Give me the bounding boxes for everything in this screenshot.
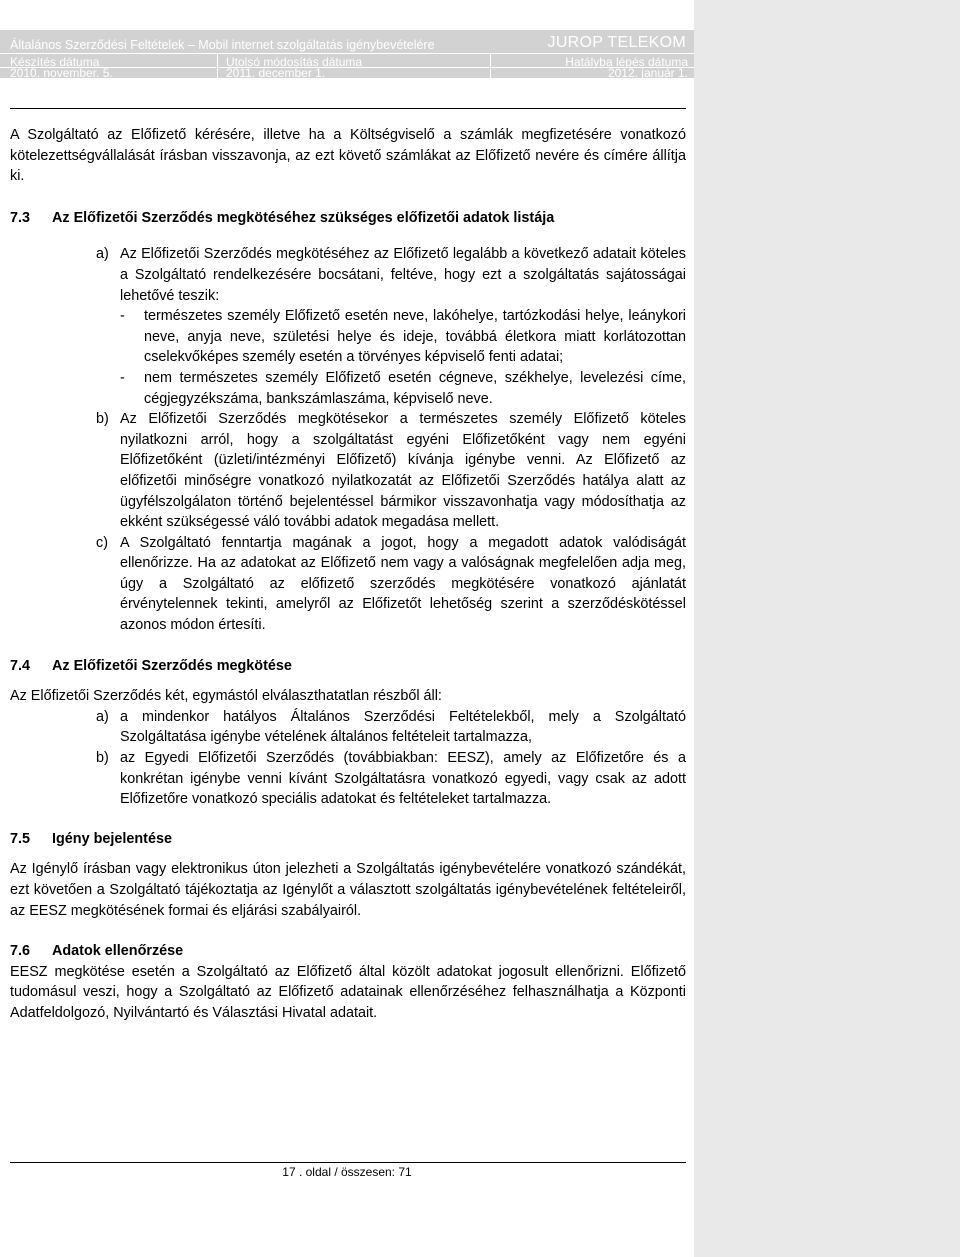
- header-effective-label: Hatályba lépés dátuma: [565, 55, 688, 69]
- header-created-label: Készítés dátuma: [10, 55, 100, 69]
- header-divider: [0, 53, 694, 54]
- list-label: b): [96, 411, 109, 428]
- list-text: Az Előfizetői Szerződés megkötésekor a természetes személy Előfizető köteles nyilatkozni arról, hogy a szolgáltatást egyéni Előfizetőként vagy nem egyéni Előfizetőként (üzleti/intézményi Előfizető) kívánja igénybe venni. Az Előfizető az előfizetői minőségre vonatkozó nyilatkozatát az Előfizetői Szerződés hatálya alatt az ügyfélszolgálaton történő bejelentéssel bármikor visszavonhatja vagy módosíthatja az ekként szükségessé váló további adatok megadása mellett.: [120, 411, 686, 531]
- section-7-4-list: [96, 707, 686, 810]
- list-label: b): [96, 750, 109, 767]
- section-title: Igény bejelentése: [52, 830, 172, 847]
- list-item: [96, 244, 686, 409]
- section-number: 7.6: [10, 943, 31, 960]
- list-text: Az Előfizetői Szerződés megkötéséhez az Előfizető legalább a következő adatait köteles a Szolgáltató rendelkezésére bocsátani, feltéve, hogy ezt a szolgáltatás sajátosságai lehetővé teszik:: [120, 246, 686, 304]
- header-modified-label: Utolsó módosítás dátuma: [226, 55, 363, 69]
- right-margin-panel: [694, 0, 960, 1257]
- header-divider: [217, 53, 218, 78]
- header-modified-value: 2011. december 1.: [226, 66, 326, 80]
- page-number: 17 . oldal / összesen: 71: [282, 1165, 412, 1179]
- section-7-5-text: Az Igénylő írásban vagy elektronikus úton jelezheti a Szolgáltatás igénybevételére vonatkozó szándékát, ezt követően a Szolgáltató tájékoztatja az Igénylőt a választott szolgáltatás igénybevételének feltételeiről, az EESZ megkötésének formai és eljárási szabályairól.: [10, 861, 686, 919]
- section-number: 7.4: [10, 657, 31, 674]
- list-label: a): [96, 246, 109, 263]
- section-heading-7-5: [10, 829, 686, 850]
- list-text: az Egyedi Előfizetői Szerződés (továbbiakban: EESZ), amely az Előfizetőre és a konkrétan igénybe venni kívánt Szolgáltatásra vonatkozó egyedi, vagy csak az adott Előfizetőre vonatkozó speciális adatokat és feltételeket tartalmazza.: [120, 750, 686, 808]
- header-company: JUROP TELEKOM: [547, 34, 686, 51]
- section-heading-7-4: [10, 656, 686, 677]
- section-7-3-list: [96, 244, 686, 635]
- header-rule: [10, 108, 686, 109]
- section-heading-7-6: [10, 941, 686, 962]
- dash-item: - természetes személy Előfizető esetén neve, lakóhelye, tartózkodási helye, leánykori neve, anyja neve, születési helye és ideje, továbbá életkora miatt korlátozottan cselekvőképes személy esetén a törvényes képviselő fenti adatai;: [120, 306, 686, 368]
- dash-item: - nem természetes személy Előfizető esetén cégneve, székhelye, levelezési címe, cégjegyzékszáma, bankszámlaszáma, képviselő neve.: [120, 368, 686, 409]
- section-heading-7-3: [10, 208, 686, 229]
- header-effective-value: 2012. január 1.: [607, 66, 688, 80]
- header-created-value: 2010. november. 5.: [10, 66, 113, 80]
- section-number: 7.5: [10, 830, 31, 847]
- section-7-6-text: EESZ megkötése esetén a Szolgáltató az Előfizető által közölt adatokat jogosult ellenőrizni. Előfizető tudomásul veszi, hogy a Szolgáltató az Előfizető adatainak ellenőrzéséhez felhasználhatja a Központi Adatfeldolgozó, Nyilvántartó és Választási Hivatal adatait.: [10, 963, 686, 1021]
- dash-text: természetes személy Előfizető esetén neve, lakóhelye, tartózkodási helye, leánykori neve, anyja neve, születési helye és ideje, továbbá életkora miatt korlátozottan cselekvőképes személy esetén a törvényes képviselő fenti adatai;: [144, 308, 686, 366]
- section-title: Az Előfizetői Szerződés megkötéséhez szükséges előfizetői adatok listája: [52, 209, 555, 226]
- footer-rule: [10, 1162, 686, 1163]
- intro-paragraph: A Szolgáltató az Előfizető kérésére, illetve ha a Költségviselő a számlák megfizetésére vonatkozó kötelezettségvállalását írásban visszavonja, az ezt követő számlákat az Előfizető nevére és címére állítja ki.: [10, 127, 686, 185]
- list-item: [96, 409, 686, 533]
- section-7-4-intro: Az Előfizetői Szerződés két, egymástól elválaszthatatlan részből áll:: [10, 688, 442, 705]
- list-item: [96, 707, 686, 748]
- document-header: [0, 30, 694, 78]
- dash-text: nem természetes személy Előfizető esetén cégneve, székhelye, levelezési címe, cégjegyzékszáma, bankszámlaszáma, képviselő neve.: [144, 369, 686, 407]
- list-text: A Szolgáltató fenntartja magának a jogot, hogy a megadott adatok valódiságát ellenőrizze. Ha az adatokat az Előfizető nem vagy a valóságnak megfelelően adja meg, úgy a Szolgáltató az előfizető szerződés megkötésére vonatkozó ajánlatát érvénytelennek tekinti, amelyről az Előfizetőt lehetőség szerint a szerződéskötéssel azonos módon értesíti.: [120, 534, 686, 634]
- list-item: [96, 748, 686, 810]
- section-number: 7.3: [10, 209, 31, 226]
- list-label: a): [96, 708, 109, 725]
- list-text: a mindenkor hatályos Általános Szerződési Feltételekből, mely a Szolgáltató Szolgáltatása igénybe vételének általános feltételeit tartalmazza,: [120, 708, 686, 746]
- list-item: [96, 533, 686, 636]
- section-title: Az Előfizetői Szerződés megkötése: [52, 657, 292, 674]
- section-title: Adatok ellenőrzése: [52, 943, 184, 960]
- header-doc-title: Általános Szerződési Feltételek – Mobil internet szolgáltatás igénybevételére: [10, 38, 435, 52]
- list-label: c): [96, 534, 108, 551]
- header-divider: [490, 53, 491, 78]
- document-body: [10, 125, 686, 1024]
